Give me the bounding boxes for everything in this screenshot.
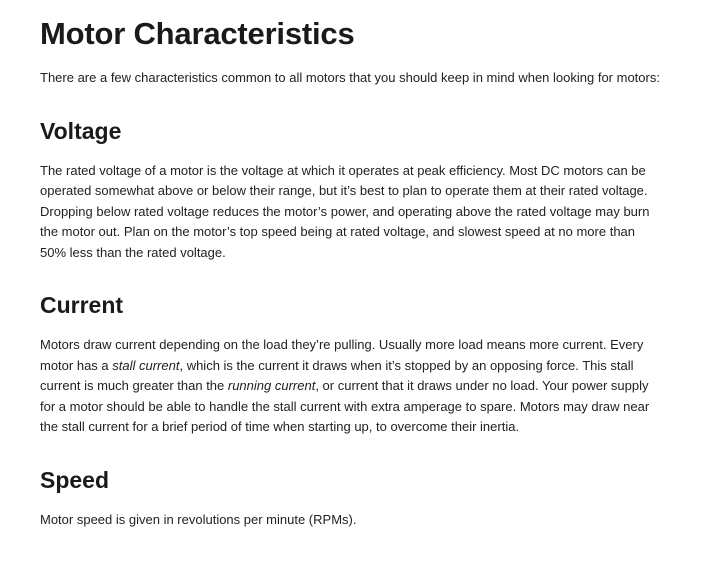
voltage-paragraph: The rated voltage of a motor is the voltage at which it operates at peak efficiency. Most DC motors can be operated somewhat above or below their range, but it’s best to plan to operate them at their rated voltage. Dropping below rated voltage reduces the motor’s power, and operating above the rated voltage may burn the motor out. Plan on the motor’s top speed being at rated voltage, and slowest speed at no more than 50% less than the rated voltage. (40, 162, 650, 260)
current-paragraph (40, 335, 660, 438)
speed-paragraph: Motor speed is given in revolutions per minute (RPMs). (40, 511, 357, 527)
current-text-2: , which is the current it draws when it’s stopped by an opposing force. This stall current is much greater than the (40, 357, 634, 393)
current-heading: Current (40, 292, 124, 318)
page-title: Motor Characteristics (40, 16, 355, 51)
speed-section (40, 465, 669, 531)
voltage-heading: Voltage (40, 117, 122, 144)
current-text-1: Motors draw current depending on the load they’re pulling. Usually more load means more current. Every motor has a (40, 337, 644, 373)
stall-current-term: stall current (112, 357, 180, 373)
voltage-section (40, 116, 669, 264)
current-text-3: , or current that it draws under no load. Your power supply for a motor should be able to handle the stall current with extra amperage to spare. Motors may draw near the stall current for a brief period of time when starting up, to overcome their inertia. (40, 378, 650, 434)
intro-paragraph: There are a few characteristics common to all motors that you should keep in mind when looking for motors: (40, 70, 660, 85)
running-current-term: running current (227, 378, 316, 393)
current-section (40, 290, 669, 438)
speed-heading: Speed (40, 466, 110, 493)
